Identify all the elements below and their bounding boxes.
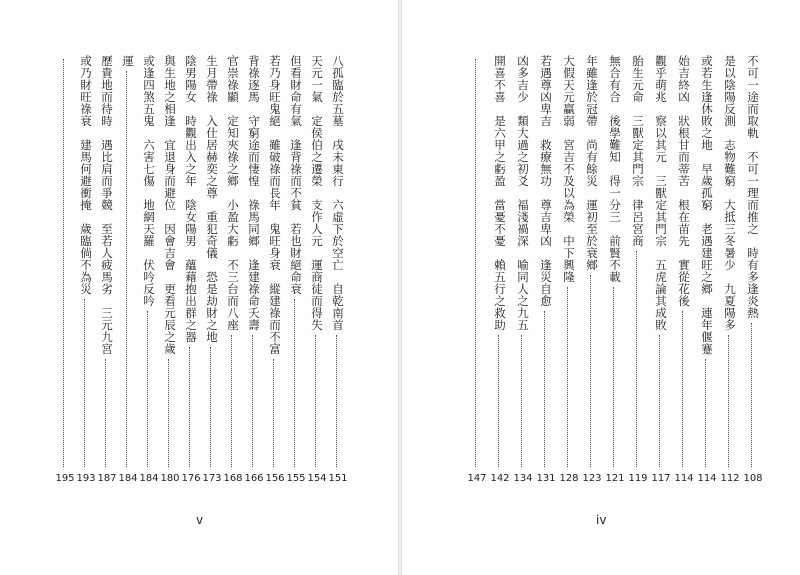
toc-page-number: 121 xyxy=(605,473,625,484)
toc-dot-leader xyxy=(294,299,295,467)
toc-entry-text: 八孤臨於五墓 戌未東行 六虛下於空亡 自乾南首 xyxy=(331,55,345,331)
toc-page-number: 117 xyxy=(651,473,671,484)
toc-page-number: 195 xyxy=(55,473,75,484)
toc-dot-leader xyxy=(705,359,706,467)
toc-page-number: 119 xyxy=(628,473,648,484)
toc-dot-leader xyxy=(590,275,591,467)
toc-entry xyxy=(490,55,510,525)
toc-dot-leader xyxy=(315,335,316,467)
toc-dot-leader xyxy=(126,71,127,467)
toc-page-number: 151 xyxy=(328,473,348,484)
toc-entry-text: 始吉終凶 狀根甘而蒂苦 根在苗先 實從花後 xyxy=(677,55,691,307)
toc-page-number: 142 xyxy=(490,473,510,484)
toc-entry xyxy=(467,55,487,525)
toc-entry xyxy=(265,55,285,525)
toc-entry xyxy=(536,55,556,525)
toc-entry xyxy=(628,55,648,525)
toc-entry-text: 胎生元命 三獸定其門宗 律呂宮商 xyxy=(631,55,645,247)
toc-page-number: 173 xyxy=(202,473,222,484)
toc-page-number: 156 xyxy=(265,473,285,484)
toc-entry-text: 或若生逢休敗之地 早歲孤窮 老遇建旺之鄉 連年偃蹇 xyxy=(700,55,714,355)
toc-entry xyxy=(97,55,117,525)
toc-entry xyxy=(720,55,740,525)
toc-entry xyxy=(605,55,625,525)
toc-dot-leader xyxy=(336,335,337,467)
toc-entry xyxy=(651,55,671,525)
toc-entry-text: 或逢四煞五鬼 六害七傷 地網天羅 伏吟反吟 xyxy=(142,55,156,307)
toc-entry xyxy=(55,55,75,525)
toc-entry-text: 若乃身旺鬼絕 雖破祿而長年 鬼旺身衰 縱建祿而不富 xyxy=(268,55,282,355)
toc-dot-leader xyxy=(521,335,522,467)
page-folio-v: v xyxy=(196,513,204,527)
toc-dot-leader xyxy=(498,335,499,467)
toc-page-number: 108 xyxy=(743,473,763,484)
toc-entry xyxy=(697,55,717,525)
toc-dot-leader xyxy=(728,335,729,467)
toc-dot-leader xyxy=(636,251,637,467)
toc-dot-leader xyxy=(544,311,545,467)
toc-entry-text: 但看財命有氣 逢背祿而不貧 若也財絕命衰 xyxy=(289,55,303,295)
toc-dot-leader xyxy=(252,335,253,467)
toc-dot-leader xyxy=(682,311,683,467)
toc-entry-text: 大假天元贏弱 宮吉不及以為榮 中下興隆 xyxy=(562,55,576,283)
toc-page-number: 114 xyxy=(674,473,694,484)
toc-entry-text: 或乃財旺祿衰 建馬何避衝掩 歲臨倘不為災 xyxy=(79,55,93,295)
toc-dot-leader xyxy=(231,335,232,467)
toc-dot-leader xyxy=(147,311,148,467)
toc-page-number: 155 xyxy=(286,473,306,484)
toc-dot-leader xyxy=(613,287,614,467)
toc-entry-text: 運 xyxy=(121,55,135,67)
toc-entry-text: 陰男陽女 時觀出入之年 陰女陽男 蘊藉抱出群之器 xyxy=(184,55,198,343)
toc-entry-text: 背祿逐馬 守窮途而悽惶 祿馬同鄉 逢建祿命夭壽 xyxy=(247,55,261,331)
toc-dot-leader xyxy=(273,359,274,467)
right-page xyxy=(400,0,800,575)
toc-entry xyxy=(244,55,264,525)
toc-entry xyxy=(307,55,327,525)
book-gutter xyxy=(398,0,402,575)
toc-dot-leader xyxy=(751,323,752,467)
toc-page-number: 128 xyxy=(559,473,579,484)
toc-entry-text: 開喜不喜 是六甲之虧盈 當憂不憂 賴五行之救助 xyxy=(493,55,507,331)
toc-page-number: 166 xyxy=(244,473,264,484)
toc-entry xyxy=(328,55,348,525)
toc-entry xyxy=(559,55,579,525)
toc-entry xyxy=(118,55,138,525)
toc-entry xyxy=(582,55,602,525)
toc-page-number: 112 xyxy=(720,473,740,484)
toc-entry xyxy=(286,55,306,525)
toc-entry-text: 觀乎萌兆 察以其元 三獸定其門宗 五虎論其成敗 xyxy=(654,55,668,331)
toc-dot-leader xyxy=(659,335,660,467)
toc-page-number: 184 xyxy=(118,473,138,484)
toc-dot-leader xyxy=(189,347,190,467)
toc-page-number: 123 xyxy=(582,473,602,484)
toc-entry xyxy=(674,55,694,525)
toc-entry-text: 無合有合 後學難知 得一分三 前賢不載 xyxy=(608,55,622,283)
toc-page-number: 187 xyxy=(97,473,117,484)
toc-entry-text: 凶多吉少 類大過之初爻 福淺禍深 喻同人之九五 xyxy=(516,55,530,331)
toc-page-number: 147 xyxy=(467,473,487,484)
toc-dot-leader xyxy=(84,299,85,467)
toc-entry xyxy=(202,55,222,525)
toc-entry-text: 歷貴地而待時 遇比肩而爭競 至若人疲馬劣 三元九宮 xyxy=(100,55,114,355)
toc-page-number: 184 xyxy=(139,473,159,484)
toc-entry-text: 官崇祿顯 定知夾祿之鄉 小盈大虧 不三台而八座 xyxy=(226,55,240,331)
toc-entry xyxy=(76,55,96,525)
toc-page-number: 114 xyxy=(697,473,717,484)
toc-dot-leader xyxy=(105,359,106,467)
toc-entry xyxy=(743,55,763,525)
toc-entry xyxy=(513,55,533,525)
toc-dot-leader xyxy=(210,347,211,467)
page-folio-iv: iv xyxy=(596,513,607,527)
toc-entry-text: 天元一氣 定侯伯之遷榮 支作人元 運商徒而得失 xyxy=(310,55,324,331)
toc-entry-text: 不可一途而取軌 不可一理而推之 時有多逢炎熱 xyxy=(746,55,760,319)
toc-entry-text: 生月帶祿 入仕居赫奕之尊 重犯奇儀 恐是劫財之地 xyxy=(205,55,219,343)
toc-entry-text: 年雖逢於冠帶 尚有餘災 運初至於衰鄉 xyxy=(585,55,599,271)
toc-entry-text: 是以陰陽反測 志物難窮 大抵三冬暑少 九夏陽多 xyxy=(723,55,737,331)
toc-page-number: 154 xyxy=(307,473,327,484)
toc-entry xyxy=(160,55,180,525)
toc-page-number: 134 xyxy=(513,473,533,484)
toc-entry-text: 若遇尊凶卑吉 救療無功 尊吉卑凶 逢災自愈 xyxy=(539,55,553,307)
toc-entry xyxy=(139,55,159,525)
toc-page-number: 168 xyxy=(223,473,243,484)
toc-entry-text: 與生地之相逢 宜退身而避位 因會吉會 更看元辰之歲 xyxy=(163,55,177,355)
toc-page-number: 131 xyxy=(536,473,556,484)
toc-page-number: 176 xyxy=(181,473,201,484)
toc-entry xyxy=(181,55,201,525)
toc-dot-leader xyxy=(475,59,476,467)
toc-dot-leader xyxy=(567,287,568,467)
toc-page-number: 193 xyxy=(76,473,96,484)
toc-page-number: 180 xyxy=(160,473,180,484)
toc-entry xyxy=(223,55,243,525)
toc-dot-leader xyxy=(168,359,169,467)
toc-dot-leader xyxy=(63,59,64,467)
